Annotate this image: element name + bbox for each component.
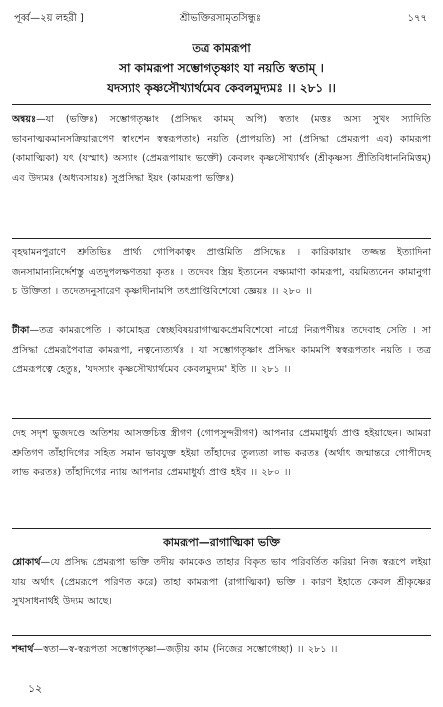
- header-section: পূর্ব্ব—২য় লহরী ]: [14, 12, 84, 24]
- translation-paragraph: [12, 424, 431, 483]
- commentary-paragraph: [12, 243, 431, 302]
- commentary-text: বৃহদ্বামনপুরাণে শ্রুতিভিঃ প্রার্থ্য গোপিকাত্বং প্রাপ্তমিতি প্রসিদ্ধেঃ । কারিকায়াং তজ্জন্ত ইত্যাদিনা জনসামান্যনির্দ্দেশস্তু এতদুপলক্ষণতয়া কৃতঃ । তদেবং স্ত্রিয় ইত্যনেন বক্ষ্যমাণা কামরূপা, বয়মিত্যনেন কামানুগা চ উক্তিতা । তদেতদনুসারেণ কৃষ্ণাদীনামপি তৎপ্রাপ্তিবিশেষো জ্ঞেয়ঃ ।। ২৮০ ।।: [12, 247, 431, 297]
- tika-label: টীকা: [12, 325, 30, 336]
- verse-line-1: সা কামরূপা সম্ভোগতৃষ্ণাং যা নয়তি স্বতাম্ ।: [119, 61, 324, 75]
- header-book-title: শ্রীভক্তিরসামৃতসিন্ধুঃ: [179, 12, 262, 24]
- tika-paragraph: [12, 321, 431, 380]
- verse-title: তত্র কামরূপা: [192, 41, 251, 55]
- anvaya-paragraph: [12, 110, 431, 188]
- shlokartha-label: শ্লোকার্থ: [12, 557, 41, 568]
- anvaya-label: অন্বয়ঃ: [12, 114, 37, 125]
- shlokartha-paragraph: [12, 553, 431, 612]
- page-number: ১৭৭: [407, 12, 427, 24]
- shlokartha-text: —যে প্রসিদ্ধ প্রেমরূপা ভক্তি তদীয় কামকেও তাহার বিকৃত ভাব পরিবর্তিত করিয়া নিজ স্বরূপে লইয়া যায় অর্থাৎ (প্রেমরূপে পরিণত করে) তাহা কামরূপা (রাগাত্মিকা) ভক্তি । কারণ ইহাতে কেবল শ্রীকৃষ্ণের সুখসাধনার্থই উদ্যম আছে।: [12, 557, 431, 607]
- tika-text: —তত্র কামরূপেতি । কামোহত্র স্বেচ্ছবিষয়রাগাত্মকপ্রেমবিশেষো নাগ্রে নিরূপণীয়ঃ তদেবাহ সেতি । সা প্রসিদ্ধা প্রেমরূপৈবাত্র কামরূপা, নত্বন্যেত্যর্থঃ । যা সম্ভোগতৃষ্ণাং প্রসিদ্ধং কামমপি স্বস্বরূপতাং নয়তি । তত্র প্রেমরূপত্বে হেতুঃ, 'যদস্যাং কৃষ্ণসৌখ্যার্থমেব কেবলমুদ্যম' ইতি ।। ২৮১ ।।: [12, 325, 431, 375]
- divider: [12, 418, 431, 419]
- verse-line-2: যদস্যাং কৃষ্ণসৌখ্যার্থমেব কেবলমুদ্যমঃ ।। ২৮১ ।।: [107, 81, 336, 95]
- divider: [12, 104, 431, 105]
- signature-mark: ১২: [28, 682, 43, 695]
- divider: [12, 635, 431, 636]
- page-header: [14, 10, 427, 28]
- shabdartha-paragraph: [12, 640, 431, 660]
- translation-text: দেহ সদৃশ ভুজদণ্ডে অতিশয় আসক্তচিত্ত স্ত্রীগণ (গোপসুন্দরীগণ) আপনার প্রেমমাধুর্য্য প্রাপ্ত হইয়াছেন। আমরা শ্রুতিগণ তাঁহাদিগের সহিত সমান ভাবযুক্ত হইয়া তাঁহাদের তুল্যতা লাভ করতঃ (অর্থাৎ জন্মান্তরে গোপীদেহ লাভ করতঃ) তাঁহাদিগের ন্যায় আপনার প্রেমমাধুর্য্য প্রাপ্ত হইব ।। ২৮০ ।।: [12, 428, 431, 478]
- shabdartha-text: —স্বতা—স্ব-স্বরূপতা সম্ভোগতৃষ্ণা—জড়ীয় কাম (নিজের সম্ভোগেচ্ছা) ।। ২৮১ ।।: [33, 644, 338, 655]
- section-title: কামরূপা—রাগাত্মিকা ভক্তি: [163, 536, 280, 549]
- shabdartha-label: শব্দার্থ: [12, 644, 34, 655]
- divider: [12, 528, 431, 529]
- divider: [12, 238, 431, 239]
- anvaya-text: —যা (ভক্তিঃ) সম্ভোগতৃষ্ণাং (প্রসিদ্ধং কামম্ অপি) স্বতাং (মত্তঃ অস্য সুখং স্যাদিতি ভাবনাত্মকমানসক্রিয়ারূপেণ স্বাংশেন স্বস্বরূপতাং) নয়তি (প্রাপয়তি) সা (প্রসিদ্ধা প্রেমরূপা এব) কামরূপা (কামাত্মিকা) যৎ (যস্মাৎ) অস্যাং (প্রেমরূপায়াং ভক্তৌ) কেবলং কৃষ্ণসৌখ্যার্থং (শ্রীকৃষ্ণস্য প্রীতিবিধাননিমিত্তম্) এব উদ্যমঃ (অধ্যবসায়ঃ) সুপ্রসিদ্ধা ইয়ং (কামরূপা ভক্তিঃ): [12, 114, 431, 184]
